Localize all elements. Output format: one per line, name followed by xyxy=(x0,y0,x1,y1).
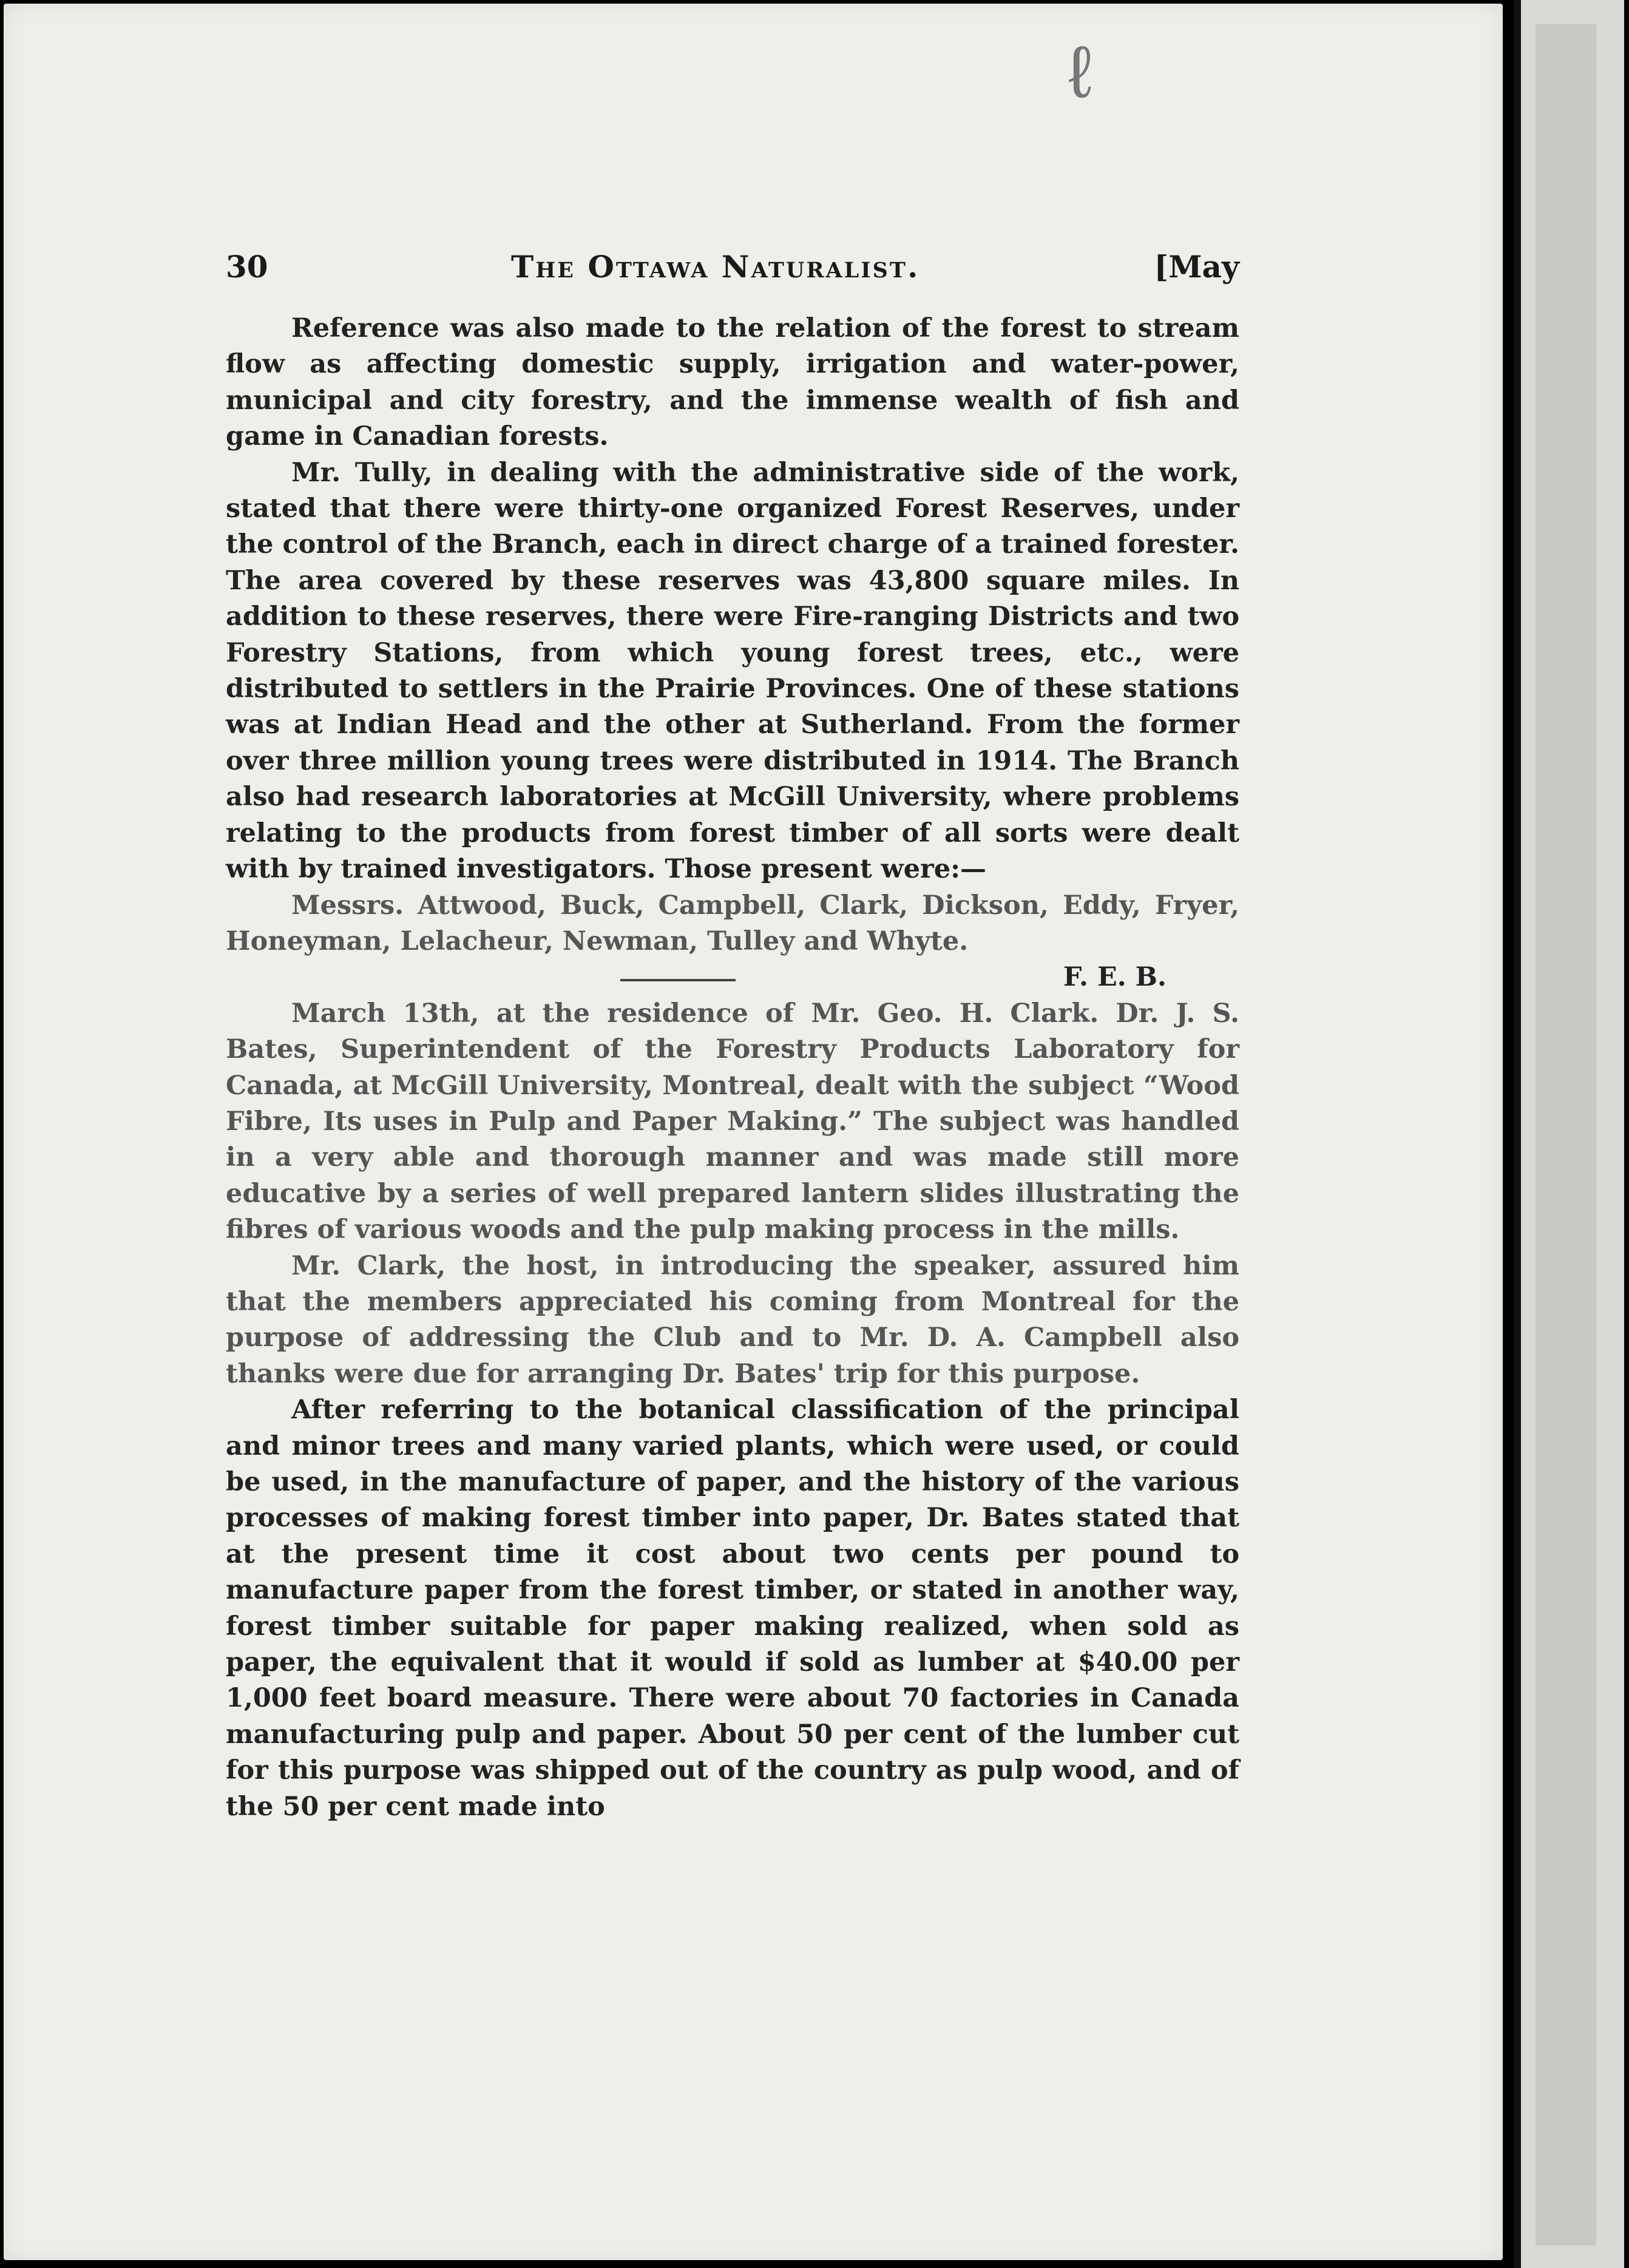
signature-initials: F. E. B. xyxy=(1063,962,1167,993)
running-title: The Ottawa Naturalist. xyxy=(511,249,920,285)
paragraph-forest-relations: Reference was also made to the relation of the forest to stream flow as affecting domestic supply, irrigation and water-power, municipal and city forestry, and the immense wealth of fish and game in Canadian forests. xyxy=(226,313,1239,452)
page-header xyxy=(226,249,1239,291)
page-number: 30 xyxy=(226,249,268,285)
paragraph-march-meeting: March 13th, at the residence of Mr. Geo. H. Clark. Dr. J. S. Bates, Superintendent of the Forestry Products Laboratory for Canada, at McGill University, Montreal, dealt with the subject “Wood Fibre, Its uses in Pulp and Paper Making.” The subject was handled in a very able and thorough manner and was made still more educative by a series of well prepared lantern slides illustrating the fibres of various woods and the pulp making process in the mills. xyxy=(226,998,1239,1245)
running-month: [May xyxy=(1154,249,1239,285)
paragraph-attendees: Messrs. Attwood, Buck, Campbell, Clark, Dickson, Eddy, Fryer, Honeyman, Lelacheur, Newman, Tulley and Whyte. xyxy=(226,890,1239,956)
paragraph-mr-clark: Mr. Clark, the host, in introducing the speaker, assured him that the members appreciated his coming from Montreal for the purpose of addressing the Club and to Mr. D. A. Campbell also thanks were due for arranging Dr. Bates' trip for this purpose. xyxy=(226,1250,1239,1389)
pencil-mark: ℓ xyxy=(1068,30,1092,115)
adjacent-page-shadow xyxy=(1536,24,1596,2246)
article-body xyxy=(226,311,1239,1825)
signature-line xyxy=(226,960,1239,995)
paragraph-dr-bates: After referring to the botanical classification of the principal and minor trees and many varied plants, which were used, or could be used, in the manufacture of paper, and the history of the various processes of making forest timber into paper, Dr. Bates stated that at the present time it cost about two cents per pound to manufacture paper from the forest timber, or stated in another way, forest timber suitable for paper making realized, when sold as paper, the equivalent that it would if sold as lumber at $40.00 per 1,000 feet board measure. There were about 70 factories in Canada manufacturing pulp and paper. About 50 per cent of the lumber cut for this purpose was shipped out of the country as pulp wood, and of the 50 per cent made into xyxy=(226,1395,1239,1822)
paragraph-mr-tully: Mr. Tully, in dealing with the administrative side of the work, stated that there were thirty-one organized Forest Reserves, under the control of the Branch, each in direct charge of a trained forester. The area covered by these reserves was 43,800 square miles. In addition to these reserves, there were Fire-ranging Districts and two Forestry Stations, from which young forest trees, etc., were distributed to settlers in the Prairie Provinces. One of these stations was at Indian Head and the other at Sutherland. From the former over three million young trees were distributed in 1914. The Branch also had research laboratories at McGill University, where problems relating to the products from forest timber of all sorts were dealt with by trained investigators. Those present were:— xyxy=(226,457,1239,885)
section-divider xyxy=(620,979,736,981)
